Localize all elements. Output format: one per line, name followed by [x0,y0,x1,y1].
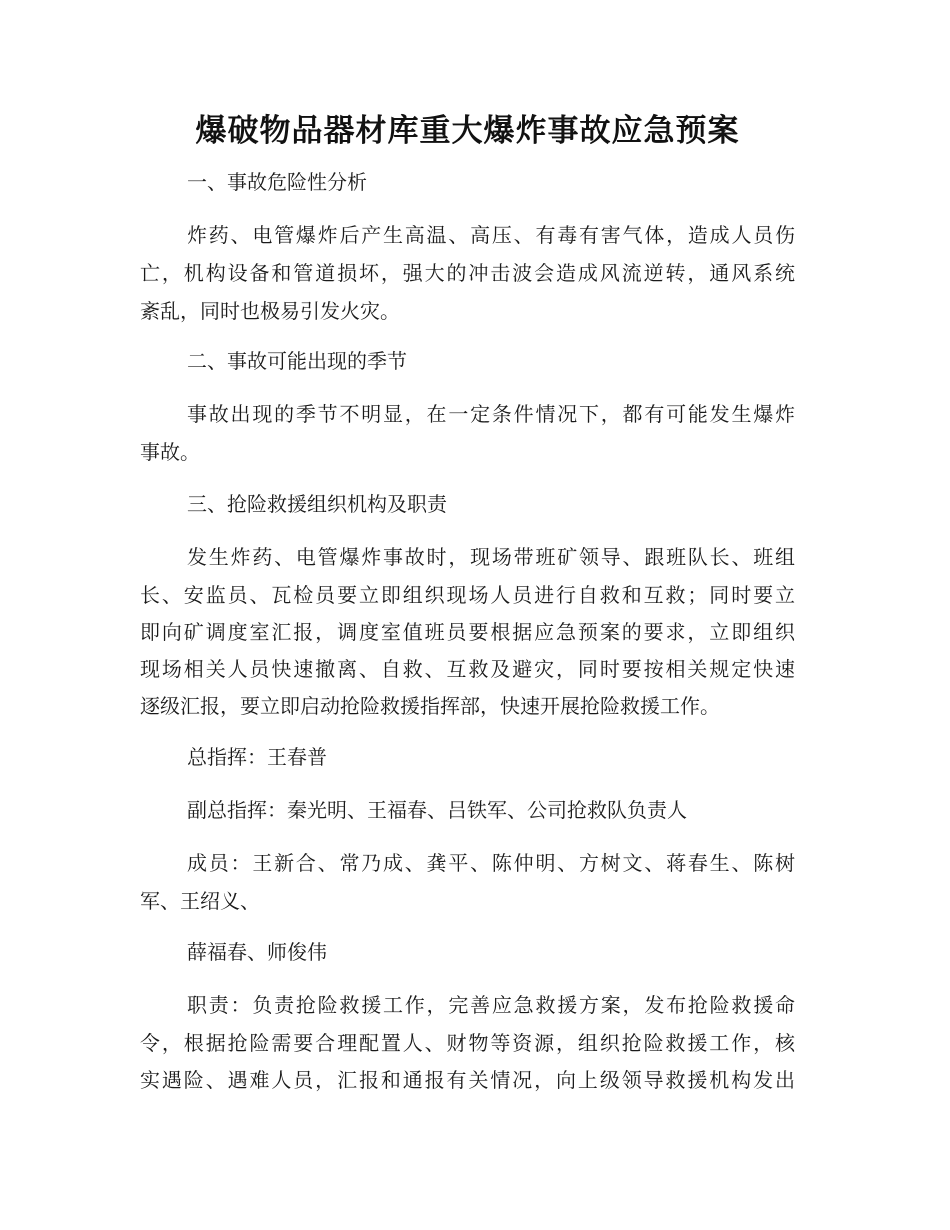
deputy-commander-line: 副总指挥：秦光明、王福春、吕铁军、公司抢救队负责人 [187,798,687,822]
paragraph-line: 亡，机构设备和管道损坏，强大的冲击波会造成风流逆转，通风系统 [140,261,795,285]
paragraph-line: 事故出现的季节不明显，在一定条件情况下，都有可能发生爆炸 [187,402,795,426]
paragraph-line: 现场相关人员快速撤离、自救、互救及避灾，同时要按相关规定快速 [140,657,795,681]
paragraph-line: 即向矿调度室汇报，调度室值班员要根据应急预案的要求，立即组织 [140,620,795,644]
members-line: 薛福春、师俊伟 [187,940,327,964]
members-line: 军、王绍义、 [140,889,260,913]
duties-line: 职责：负责抢险救援工作，完善应急救援方案，发布抢险救援命 [187,993,795,1017]
members-line: 成员：王新合、常乃成、龚平、陈仲明、方树文、蒋春生、陈树 [187,851,795,875]
paragraph-line: 紊乱，同时也极易引发火灾。 [140,299,400,323]
duties-line: 令，根据抢险需要合理配置人、财物等资源，组织抢险救援工作，核 [140,1031,795,1055]
paragraph-line: 逐级汇报，要立即启动抢险救援指挥部，快速开展抢险救援工作。 [140,694,720,718]
paragraph-line: 长、安监员、瓦检员要立即组织现场人员进行自救和互救；同时要立 [140,583,795,607]
paragraph-line: 发生炸药、电管爆炸事故时，现场带班矿领导、跟班队长、班组 [187,545,795,569]
section-heading-3: 三、抢险救援组织机构及职责 [187,492,447,516]
section-heading-2: 二、事故可能出现的季节 [187,349,407,373]
commander-line: 总指挥：王春普 [187,745,327,769]
section-heading-1: 一、事故危险性分析 [187,170,367,194]
duties-line: 实遇险、遇难人员，汇报和通报有关情况，向上级领导救援机构发出 [140,1068,795,1092]
paragraph-line: 事故。 [140,440,200,464]
paragraph-line: 炸药、电管爆炸后产生高温、高压、有毒有害气体，造成人员伤 [187,223,795,247]
document-title: 爆破物品器材库重大爆炸事故应急预案 [195,113,740,149]
